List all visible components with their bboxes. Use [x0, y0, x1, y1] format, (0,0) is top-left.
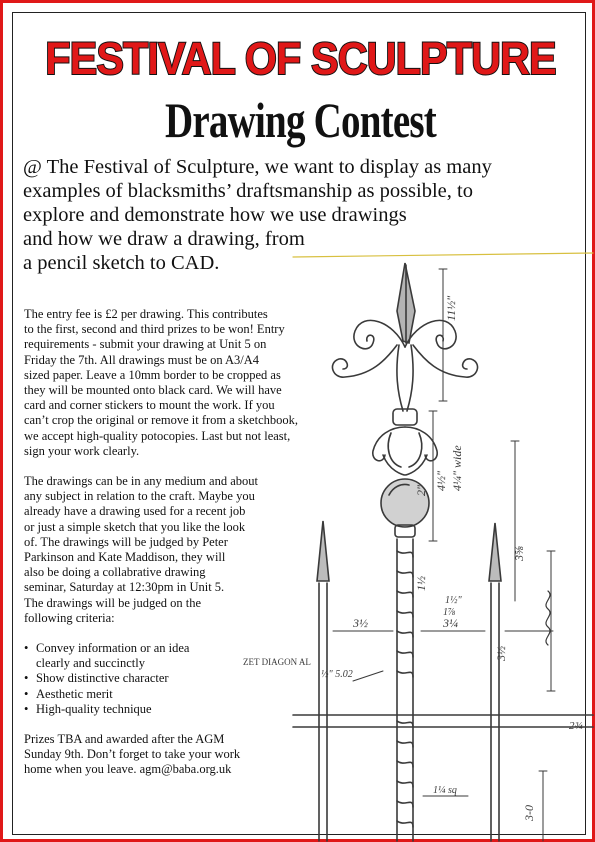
drawing-annotation: 3⅝ [512, 546, 526, 561]
drawing-annotation: 3¼ [443, 616, 458, 630]
intro-line: examples of blacksmiths’ draftsmanship as possible, to [23, 180, 473, 202]
text-line: Prizes TBA and awarded after the AGM [24, 732, 225, 747]
poster-title: FESTIVAL OF SCULPTURE [45, 33, 556, 84]
intro-line: and how we draw a drawing, from [23, 228, 305, 250]
text-line: or just a simple sketch that you like the look [24, 519, 246, 534]
text-line: can’t crop the original or remove it from a sketchbook, [24, 413, 298, 428]
criteria-item: • Aesthetic merit [24, 686, 113, 701]
bullet-icon: • [24, 641, 29, 656]
drawing-annotation: 3-0 [522, 805, 536, 821]
drawing-annotation: 1½ [414, 576, 428, 591]
bullet-icon: • [24, 701, 29, 716]
intro-line: explore and demonstrate how we use drawings [23, 204, 407, 226]
text-line: The entry fee is £2 per drawing. This contributes [24, 307, 268, 321]
text-line: requirements - submit your drawing at Unit 5 on [24, 337, 267, 352]
drawing-annotation: 4½" [434, 470, 448, 491]
drawing-annotation: 1¼ sq [433, 785, 457, 796]
text-line: The drawings will be judged on the [24, 595, 202, 610]
details-text [24, 307, 364, 778]
intro-line: a pencil sketch to CAD. [23, 252, 220, 274]
drawing-annotation: ½" 5.02 [321, 669, 353, 680]
text-line: following criteria: [24, 610, 115, 625]
text-line: Parkinson and Kate Maddison, they will [24, 550, 226, 565]
text-line: already have a drawing used for a recent job [24, 504, 246, 519]
criteria-item: • Convey information or an idea clearly and succinctly [24, 641, 190, 671]
drawing-annotation: 4¼" wide [450, 445, 464, 491]
drawing-annotation: 3½ [353, 616, 368, 630]
bullet-icon: • [24, 686, 29, 701]
criteria-list [24, 641, 364, 717]
text-line: we accept high-quality potocopies. Last but not least, [24, 428, 291, 443]
text-line: also be doing a collabrative drawing [24, 565, 206, 580]
drawing-annotation: 1⅞ [443, 607, 456, 618]
text-line: Sunday 9th. Don’t forget to take your work [24, 747, 241, 762]
drawing-annotation: 1½" [445, 595, 462, 606]
drawing-annotation: 2" [414, 484, 428, 496]
text-line: seminar, Saturday at 12:30pm in Unit 5. [24, 580, 225, 595]
text-line: card and corner stickers to mount the work. If you [24, 398, 275, 413]
text-line: Friday the 7th. All drawings must be on A3/A4 [24, 352, 260, 367]
poster-subtitle: Drawing Contest [164, 92, 437, 148]
bullet-icon: • [24, 671, 29, 686]
text-line: any subject in relation to the craft. Maybe you [24, 489, 255, 504]
drawing-annotation: ZET DIAGON AL [243, 657, 311, 667]
text-line: sized paper. Leave a 10mm border to be cropped as [24, 367, 281, 382]
drawing-annotation: 3½ [494, 646, 508, 661]
text-line: they will be mounted onto black card. We will have [24, 383, 282, 398]
drawing-annotation: 11½" [444, 295, 458, 321]
text-line: of. The drawings will be judged by Peter [24, 534, 228, 549]
text-line: The drawings can be in any medium and about [24, 474, 258, 489]
text-line: to the first, second and third prizes to be won! Entry [24, 322, 285, 337]
criteria-item: • Show distinctive character [24, 671, 169, 686]
text-line: sign your work clearly. [24, 443, 140, 458]
drawing-annotation: 2¾ [569, 720, 583, 732]
criteria-item: • High-quality technique [24, 701, 152, 716]
intro-paragraph [23, 155, 583, 275]
text-line: home when you leave. agm@baba.org.uk [24, 762, 232, 777]
intro-line: @ The Festival of Sculpture, we want to display as many [23, 156, 492, 178]
